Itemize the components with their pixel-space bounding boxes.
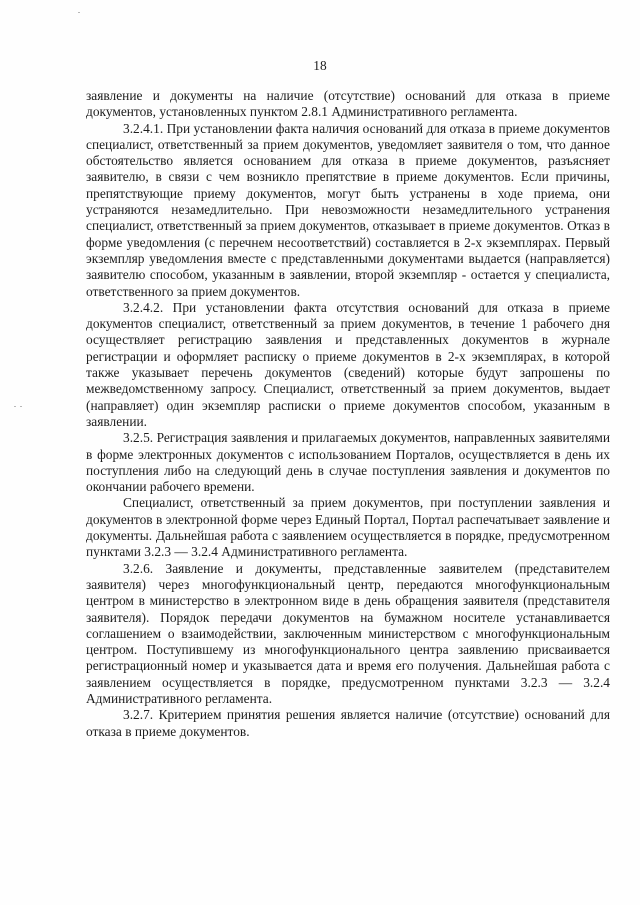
paragraph-3-2-6: 3.2.6. Заявление и документы, представленные заявителем (представителем заявителя) через многофункциональный центр, передаются многофункциональным центром в министерство в электронном виде в день обращения заявителя (представителя заявителя). Порядок передачи документов на бумажном носителе устанавливается соглашением о взаимодействии, заключенным министерством с многофункциональным центром. Поступившему из многофункционального центра заявлению присваивается регистрационный номер и указывается дата и время его получения. Дальнейшая работа с заявлением осуществляется в порядке, предусмотренном пунктами 3.2.3 — 3.2.4 Административного регламента. xyxy=(86,560,610,706)
scan-speck xyxy=(14,406,16,407)
paragraph-specialist: Специалист, ответственный за прием документов, при поступлении заявления и документов в электронной форме через Единый Портал, Портал распечатывает заявление и документы. Дальнейшая работа с заявлением осуществляется в порядке, предусмотренном пунктами 3.2.3 — 3.2.4 Административного регламента. xyxy=(86,495,610,560)
paragraph-3-2-4-2: 3.2.4.2. При установлении факта отсутствия оснований для отказа в приеме документов специалист, ответственный за прием документов, в течение 1 рабочего дня осуществляет регистрацию заявления и представленных документов в журнале регистрации и оформляет расписку о приеме документов в 2-х экземплярах, в которой также указывает перечень документов (сведений) которые будут запрошены по межведомственному запросу. Специалист, ответственный за прием документов, выдает (направляет) один экземпляр расписки о приеме документов способом, указанным в заявлении. xyxy=(86,299,610,429)
document-body xyxy=(86,88,610,740)
paragraph-3-2-5: 3.2.5. Регистрация заявления и прилагаемых документов, направленных заявителями в форме электронных документов с использованием Порталов, осуществляется в день их поступления либо на следующий день в случае поступления заявления и документов по окончании рабочего времени. xyxy=(86,430,610,495)
scan-speck xyxy=(20,406,22,407)
scan-speck xyxy=(78,12,80,13)
paragraph-3-2-7: 3.2.7. Критерием принятия решения является наличие (отсутствие) оснований для отказа в приеме документов. xyxy=(86,707,610,739)
page-number: 18 xyxy=(313,58,327,73)
paragraph-3-2-4-1: 3.2.4.1. При установлении факта наличия оснований для отказа в приеме документов специалист, ответственный за прием документов, уведомляет заявителя о том, что данное обстоятельство является основанием для отказа в приеме документов, разъясняет заявителю, в связи с чем возникло препятствие в приеме документов. Если причины, препятствующие приему документов, могут быть устранены в ходе приема, они устраняются незамедлительно. При невозможности незамедлительного устранения специалист, ответственный за прием документов, отказывает в приеме документов. Отказ в форме уведомления (с перечнем несоответствий) составляется в 2-х экземплярах. Первый экземпляр уведомления вместе с представленными документами выдается (направляется) заявителю способом, указанным в заявлении, второй экземпляр - остается у специалиста, ответственного за прием документов. xyxy=(86,120,610,299)
paragraph-continuation: заявление и документы на наличие (отсутствие) оснований для отказа в приеме документов, установленных пунктом 2.8.1 Административного регламента. xyxy=(86,88,610,120)
